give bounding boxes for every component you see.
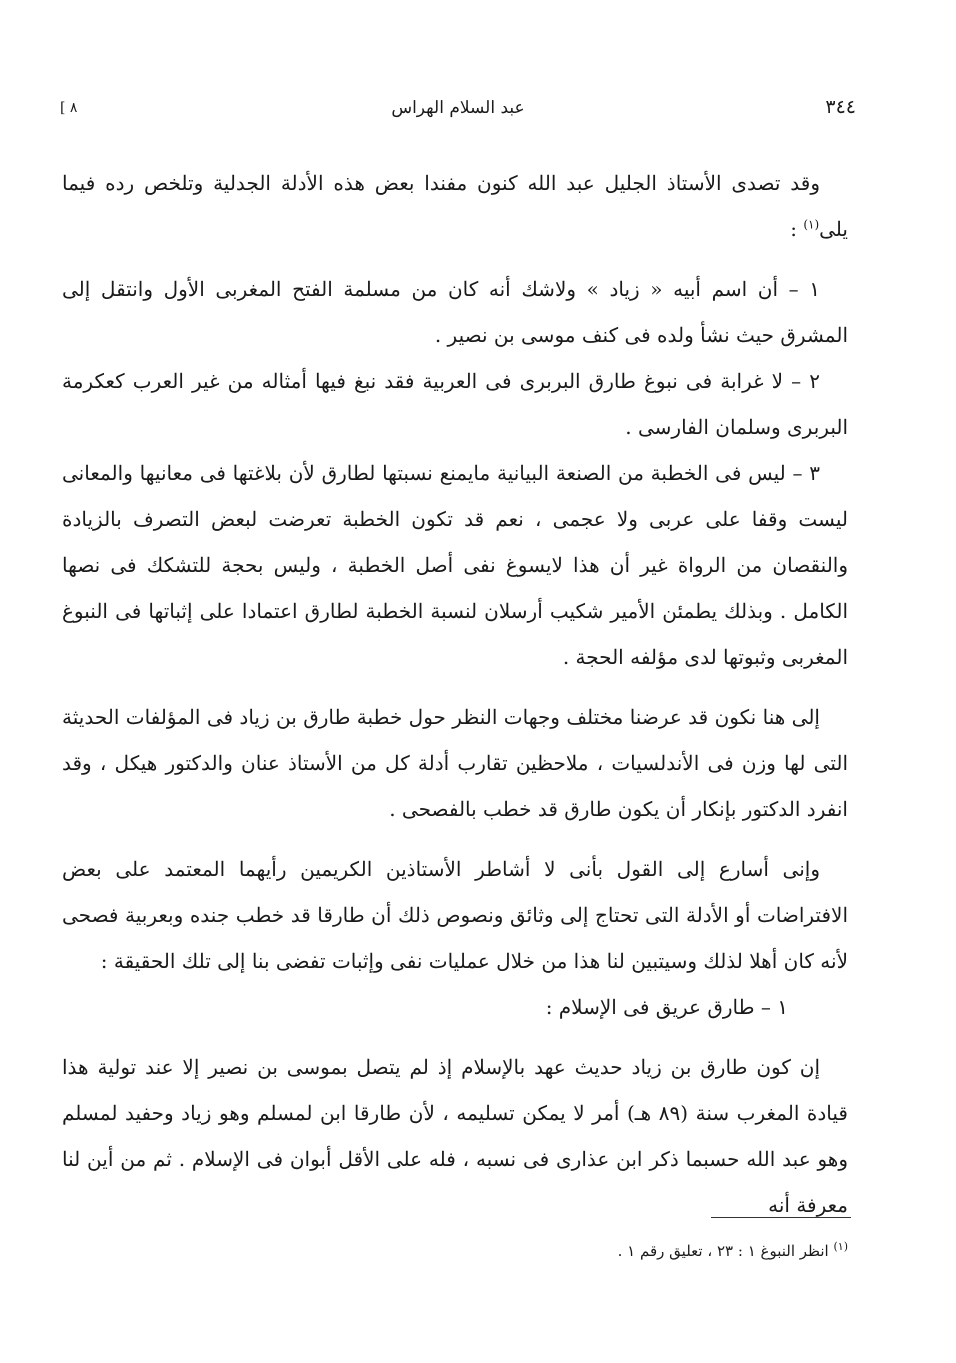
- paragraph-summary: إلى هنا نكون قد عرضنا مختلف وجهات النظر حول خطبة طارق بن زياد فى المؤلفات الحديثة التى لها وزن فى الأندلسيات ، ملاحظين تقارب أدلة كل من الأستاذ عنان والدكتور هيكل ، وقد انفرد الدكتور بإنكار أن يكون طارق قد خطب بالفصحى .: [62, 705, 848, 821]
- page-number: ٣٤٤: [825, 96, 856, 118]
- page-header: [60, 96, 856, 126]
- footnote-marker: (١): [833, 1240, 848, 1253]
- paragraph-text: وقد تصدى الأستاذ الجليل عبد الله كنون مفندا بعض هذه الأدلة الجدلية وتلخص رده فيما يلى: [62, 171, 848, 241]
- list-item-2: ٢ – لا غرابة فى نبوغ طارق البربرى فى العربية فقد نبغ فيها أمثاله من غير العرب كعكرمة البربرى وسلمان الفارسى .: [62, 369, 848, 439]
- paragraph-section-1: إن كون طارق بن زياد حديث عهد بالإسلام إذ لم يتصل بموسى بن نصير إلا عند تولية هذا قيادة المغرب سنة (٨٩ هـ) أمر لا يمكن تسليمه ، لأن طارقا ابن لمسلم وهو زياد وحفيد لمسلم وهو عبد الله حسبما ذكر ابن عذارى فى نسبه ، فله على الأقل أبوان فى الإسلام . ثم من أين لنا معرفة أنه: [62, 1055, 848, 1217]
- paragraph-intro: [62, 160, 848, 252]
- footnote-divider: [711, 1217, 851, 1218]
- footnote: [148, 1236, 848, 1262]
- footnote-reference: (١): [803, 217, 820, 232]
- section-mark: [ ٨: [60, 100, 78, 116]
- footnote-text: انظر النبوغ ١ : ٢٣ ، تعليق رقم ١ .: [617, 1242, 829, 1260]
- paragraph-tail: :: [790, 217, 804, 241]
- list-item-1: ١ – أن اسم أبيه « زياد » ولاشك أنه كان من مسلمة الفتح المغربى الأول وانتقل إلى المشرق حيث نشأ ولده فى كنف موسى بن نصير .: [62, 277, 848, 347]
- running-title: عبد السلام الهراس: [391, 98, 525, 118]
- list-item-3: ٣ – ليس فى الخطبة من الصنعة البيانية مايمنع نسبتها لطارق لأن بلاغتها فى معانيها والمعانى ليست وقفا على عربى ولا عجمى ، نعم قد تكون الخطبة تعرضت لبعض التصرف بالزيادة والنقصان من الرواة غير أن هذا لايسوغ نفى أصل الخطبة ، وليس بحجة للتشكك فى نصها الكامل . وبذلك يطمئن الأمير شكيب أرسلان لنسبة الخطبة لطارق اعتمادا على إثباتها فى النبوغ المغربى وثبوتها لدى مؤلفه الحجة .: [62, 461, 848, 669]
- paragraph-argument: وإنى أسارع إلى القول بأنى لا أشاطر الأستاذين الكريمين رأيهما المعتمد على بعض الافتراضات أو الأدلة التى تحتاج إلى وثائق ونصوص ذلك أن طارقا قد خطب جنده وبعربية فصحى لأنه كان أهلا لذلك وسيتبين لنا هذا من خلال عمليات نفى وإثبات تفضى بنا إلى تلك الحقيقة :: [62, 857, 848, 973]
- page-body: [62, 160, 848, 1228]
- section-heading: ١ – طارق عريق فى الإسلام :: [545, 995, 788, 1019]
